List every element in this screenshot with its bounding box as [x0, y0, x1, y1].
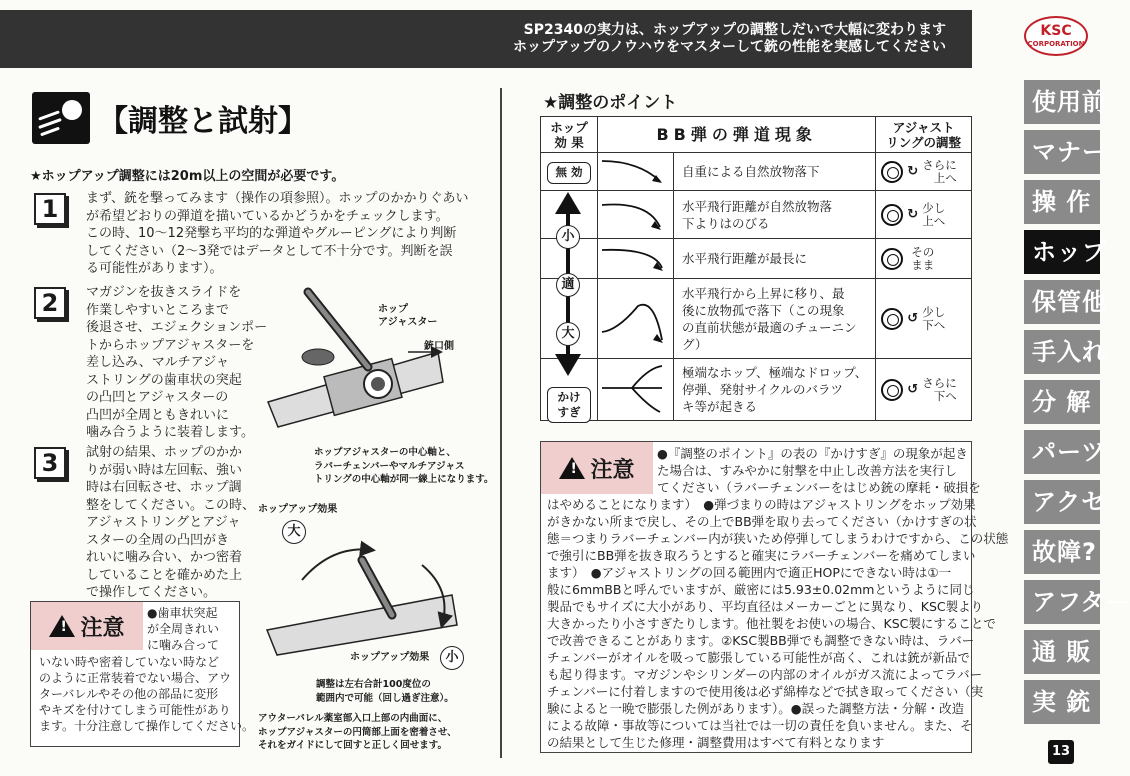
tab-maintenance[interactable]: 手入れ — [1024, 330, 1100, 374]
adjust-ring-icon — [881, 161, 903, 183]
adjust-ring-icon — [881, 248, 903, 270]
row-description: 水平飛行距離が自然放物落 下よりはのびる — [674, 191, 876, 239]
ksc-logo — [1024, 16, 1088, 56]
adjustment-points-heading: ★調整のポイント — [543, 93, 678, 113]
adjuster-insertion-illustration — [258, 272, 448, 432]
step-2-number: 2 — [34, 287, 66, 319]
small-mark: 小 — [440, 646, 464, 670]
caution-badge — [541, 442, 653, 494]
scale-large: 大 — [556, 322, 580, 346]
header-trajectory: BB弾の弾道現象 — [598, 117, 876, 153]
step-3-text: 試射の結果、ホップのかか りが弱い時は左回転、強い 時は右回転させ、ホップ調 整をしてください。この時、 アジャストリングとアジャ スターの全周の凸凹がき れいに噛み合い、かつ密着 していることを確かめた上 で操作してください。 — [86, 445, 256, 600]
caution-label: 注意 — [590, 457, 635, 483]
table-row: 極端なホップ、極端なドロップ、 停弾、発射サイクルのバラツ キ等が起きる ↺ さらに 下へ — [541, 359, 972, 421]
hop-effect-large-label: ホップアップ効果 — [258, 504, 338, 515]
step-2-text: マガジンを抜きスライドを 作業しやすいところまで 後退させ、エジェクションポー トからホップアジャスターを 差し込み、マルチアジャ ストリングの歯車状の突起 の凸凹とアジャスターの 凸凹が全周ともきれいに 噛み合うように装着します。 — [86, 285, 268, 440]
tab-operation[interactable]: 操 作 — [1024, 180, 1100, 224]
table-row: 水平飛行から上昇に移り、最 後に放物孤で落下（この現象 の直前状態が最適のチューニン グ） ↺ 少し 下へ — [541, 279, 972, 359]
tab-mail-order[interactable]: 通 販 — [1024, 630, 1100, 674]
row-description: 水平飛行距離が最長に — [674, 239, 876, 279]
page-title: 【調整と試射】 — [98, 104, 308, 139]
table-row: 自重による自然放物落下 ↻ さらに 上へ — [541, 153, 972, 191]
row-description: 自重による自然放物落下 — [674, 153, 876, 191]
tab-after-service[interactable]: アフター — [1024, 580, 1100, 624]
tab-storage[interactable]: 保管他 — [1024, 280, 1100, 324]
caution-badge — [31, 602, 143, 650]
page-number: 13 — [1048, 740, 1074, 764]
caution-box-right — [540, 441, 1009, 753]
page-header-banner — [0, 10, 972, 68]
guide-rotation-caption: アウターバレル薬室部入口上部の内曲面に、 ホップアジャスターの円筒部上面を密着させ、 それをガイドにして回すと正しく回せます。 — [258, 713, 457, 751]
header-line-2: ホップアップのノウハウをマスターして銃の性能を実感してください — [512, 39, 946, 55]
warning-icon — [49, 615, 75, 637]
adjust-ring-icon — [881, 379, 903, 401]
tab-parts[interactable]: パーツ — [1024, 430, 1100, 474]
scale-small: 小 — [556, 225, 580, 249]
caution-text-top: ●『調整のポイント』の表の『かけすぎ』の現象が起き た場合は、すみやかに射撃を中止し改善方法を実行し てください（ラバーチェンバーをはじめ銃の摩耗・破損を — [657, 446, 981, 495]
hop-adjustment-table — [540, 116, 972, 421]
column-divider — [500, 88, 502, 758]
tab-before-use[interactable]: 使用前 — [1024, 80, 1100, 124]
table-header-row — [541, 117, 972, 153]
hop-adjuster-label: ホップ アジャスター — [378, 304, 438, 328]
tab-disassembly[interactable]: 分 解 — [1024, 380, 1100, 424]
warning-icon — [559, 457, 585, 479]
trajectory-path — [598, 279, 674, 359]
table-row: 水平飛行距離が自然放物落 下よりはのびる ↻ 少し 上へ — [541, 191, 972, 239]
muzzle-side-label: 銃口側 — [424, 341, 454, 352]
space-requirement-note: ★ホップアップ調整には20m以上の空間が必要です。 — [30, 169, 345, 184]
tag-overkill: かけ すぎ — [547, 387, 591, 423]
tab-accessories[interactable]: アクセ — [1024, 480, 1100, 524]
tag-none: 無 効 — [547, 162, 591, 184]
header-line-1: SP2340の実力は、ホップアップの調整しだいで大幅に変わります — [523, 22, 946, 38]
caution-box-left — [30, 601, 255, 747]
caution-side-text: ●歯車状突起 が全周きれい に噛み合って — [147, 606, 220, 652]
caution-label: 注意 — [80, 615, 125, 641]
hop-effect-small-label: ホップアップ効果 — [350, 652, 430, 663]
section-tab-list — [1024, 80, 1130, 730]
tab-manners[interactable]: マナー — [1024, 130, 1100, 174]
logo-sub-text: CORPORATION — [1027, 40, 1085, 48]
tab-hop[interactable]: ホップ — [1024, 230, 1100, 274]
trajectory-path — [598, 239, 674, 279]
step-1-number: 1 — [34, 193, 66, 225]
header-ring-adjustment: アジャスト リングの調整 — [876, 117, 972, 153]
rotation-range-caption: 調整は左右合計100度位の 範囲内で可能（回し過ぎ注意）。 — [316, 679, 454, 704]
logo-main-text: KSC — [1040, 23, 1072, 39]
axis-alignment-caption: ホップアジャスターの中心軸と、 ラバーチェンバーやマルチアジャス トリングの中心軸が同一線上になります。 — [314, 447, 494, 485]
header-hop-effect: ホップ 効 果 — [541, 117, 598, 153]
trajectory-path — [598, 191, 674, 239]
caution-text-body: はやめることになります） ●弾づまりの時はアジャストリングをホップ効果 がきかない所まで戻し、その上でBB弾を取り去ってください（かけすぎの状 態＝つまりラバーチェンバー内が狭いため停弾してしまうわけですから、この状態 で強引にBB弾を抜き取ろうとすると確実にラバーチェンバーを痛めてしまい ます） ●アジャストリングの回る範囲内で適正HOPにできない時は①一 般に6mmBBと呼んでいますが、厳密には5.93±0.02mmというように同じ 製品でもサイズに大小があり、平均直径はメーカーごとに異なり、KSC製より 大きかったり小さすぎたりします。他社製をお使いの場合、KSC製にすることで で改善できることがあります。②KSC製BB弾でも調整できない時は、ラバー チェンバーがオイルを吸って膨張している可能性が高く、これは銃が新品で も起り得ます。マガジンやシリンダーの内部のオイルがガス流によってラバー チェンバーに付着しますので使用後は必ず綿棒などで拭き取ってください（実 験によると一晩で膨張した例があります）。●誤った調整方法・分解・改造 による故障・事故等については当社では一切の責任を負いません。また、そ の結果として生じた修理・調整費用はすべて有料となります — [547, 497, 1009, 750]
table-row: 水平飛行距離が最長に その まま — [541, 239, 972, 279]
step-1-text: まず、銃を撃ってみます（操作の項参照）。ホップのかかりぐあい が希望どおりの弾道を描いているかどうかをチェックします。 この時、10～12発撃ち平均的な弾道やグルーピングにより判断 してください（2～3発ではデータとして不十分です。判断を誤 る可能性があります）。 — [86, 191, 469, 276]
row-description: 水平飛行から上昇に移り、最 後に放物孤で落下（この現象 の直前状態が最適のチューニン グ） — [674, 279, 876, 359]
caution-body-text: いない時や密着していない時など のように正常装着でない場合、アウ ターバレルやその他の部品に変形 やキズを付けてしまう可能性があり ます。十分注意して操作してください。 — [39, 655, 255, 733]
trajectory-path — [598, 359, 674, 421]
adjust-ring-icon — [881, 204, 903, 226]
large-mark: 大 — [282, 520, 306, 544]
tab-real-gun[interactable]: 実 銃 — [1024, 680, 1100, 724]
trajectory-path — [598, 153, 674, 191]
adjuster-rotation-illustration — [262, 540, 462, 660]
adjust-ring-icon — [881, 308, 903, 330]
row-description: 極端なホップ、極端なドロップ、 停弾、発射サイクルのバラツ キ等が起きる — [674, 359, 876, 421]
tab-trouble[interactable]: 故障? — [1024, 530, 1100, 574]
step-3-number: 3 — [34, 447, 66, 479]
bb-shot-icon — [32, 92, 90, 144]
scale-optimal: 適 — [556, 273, 580, 297]
